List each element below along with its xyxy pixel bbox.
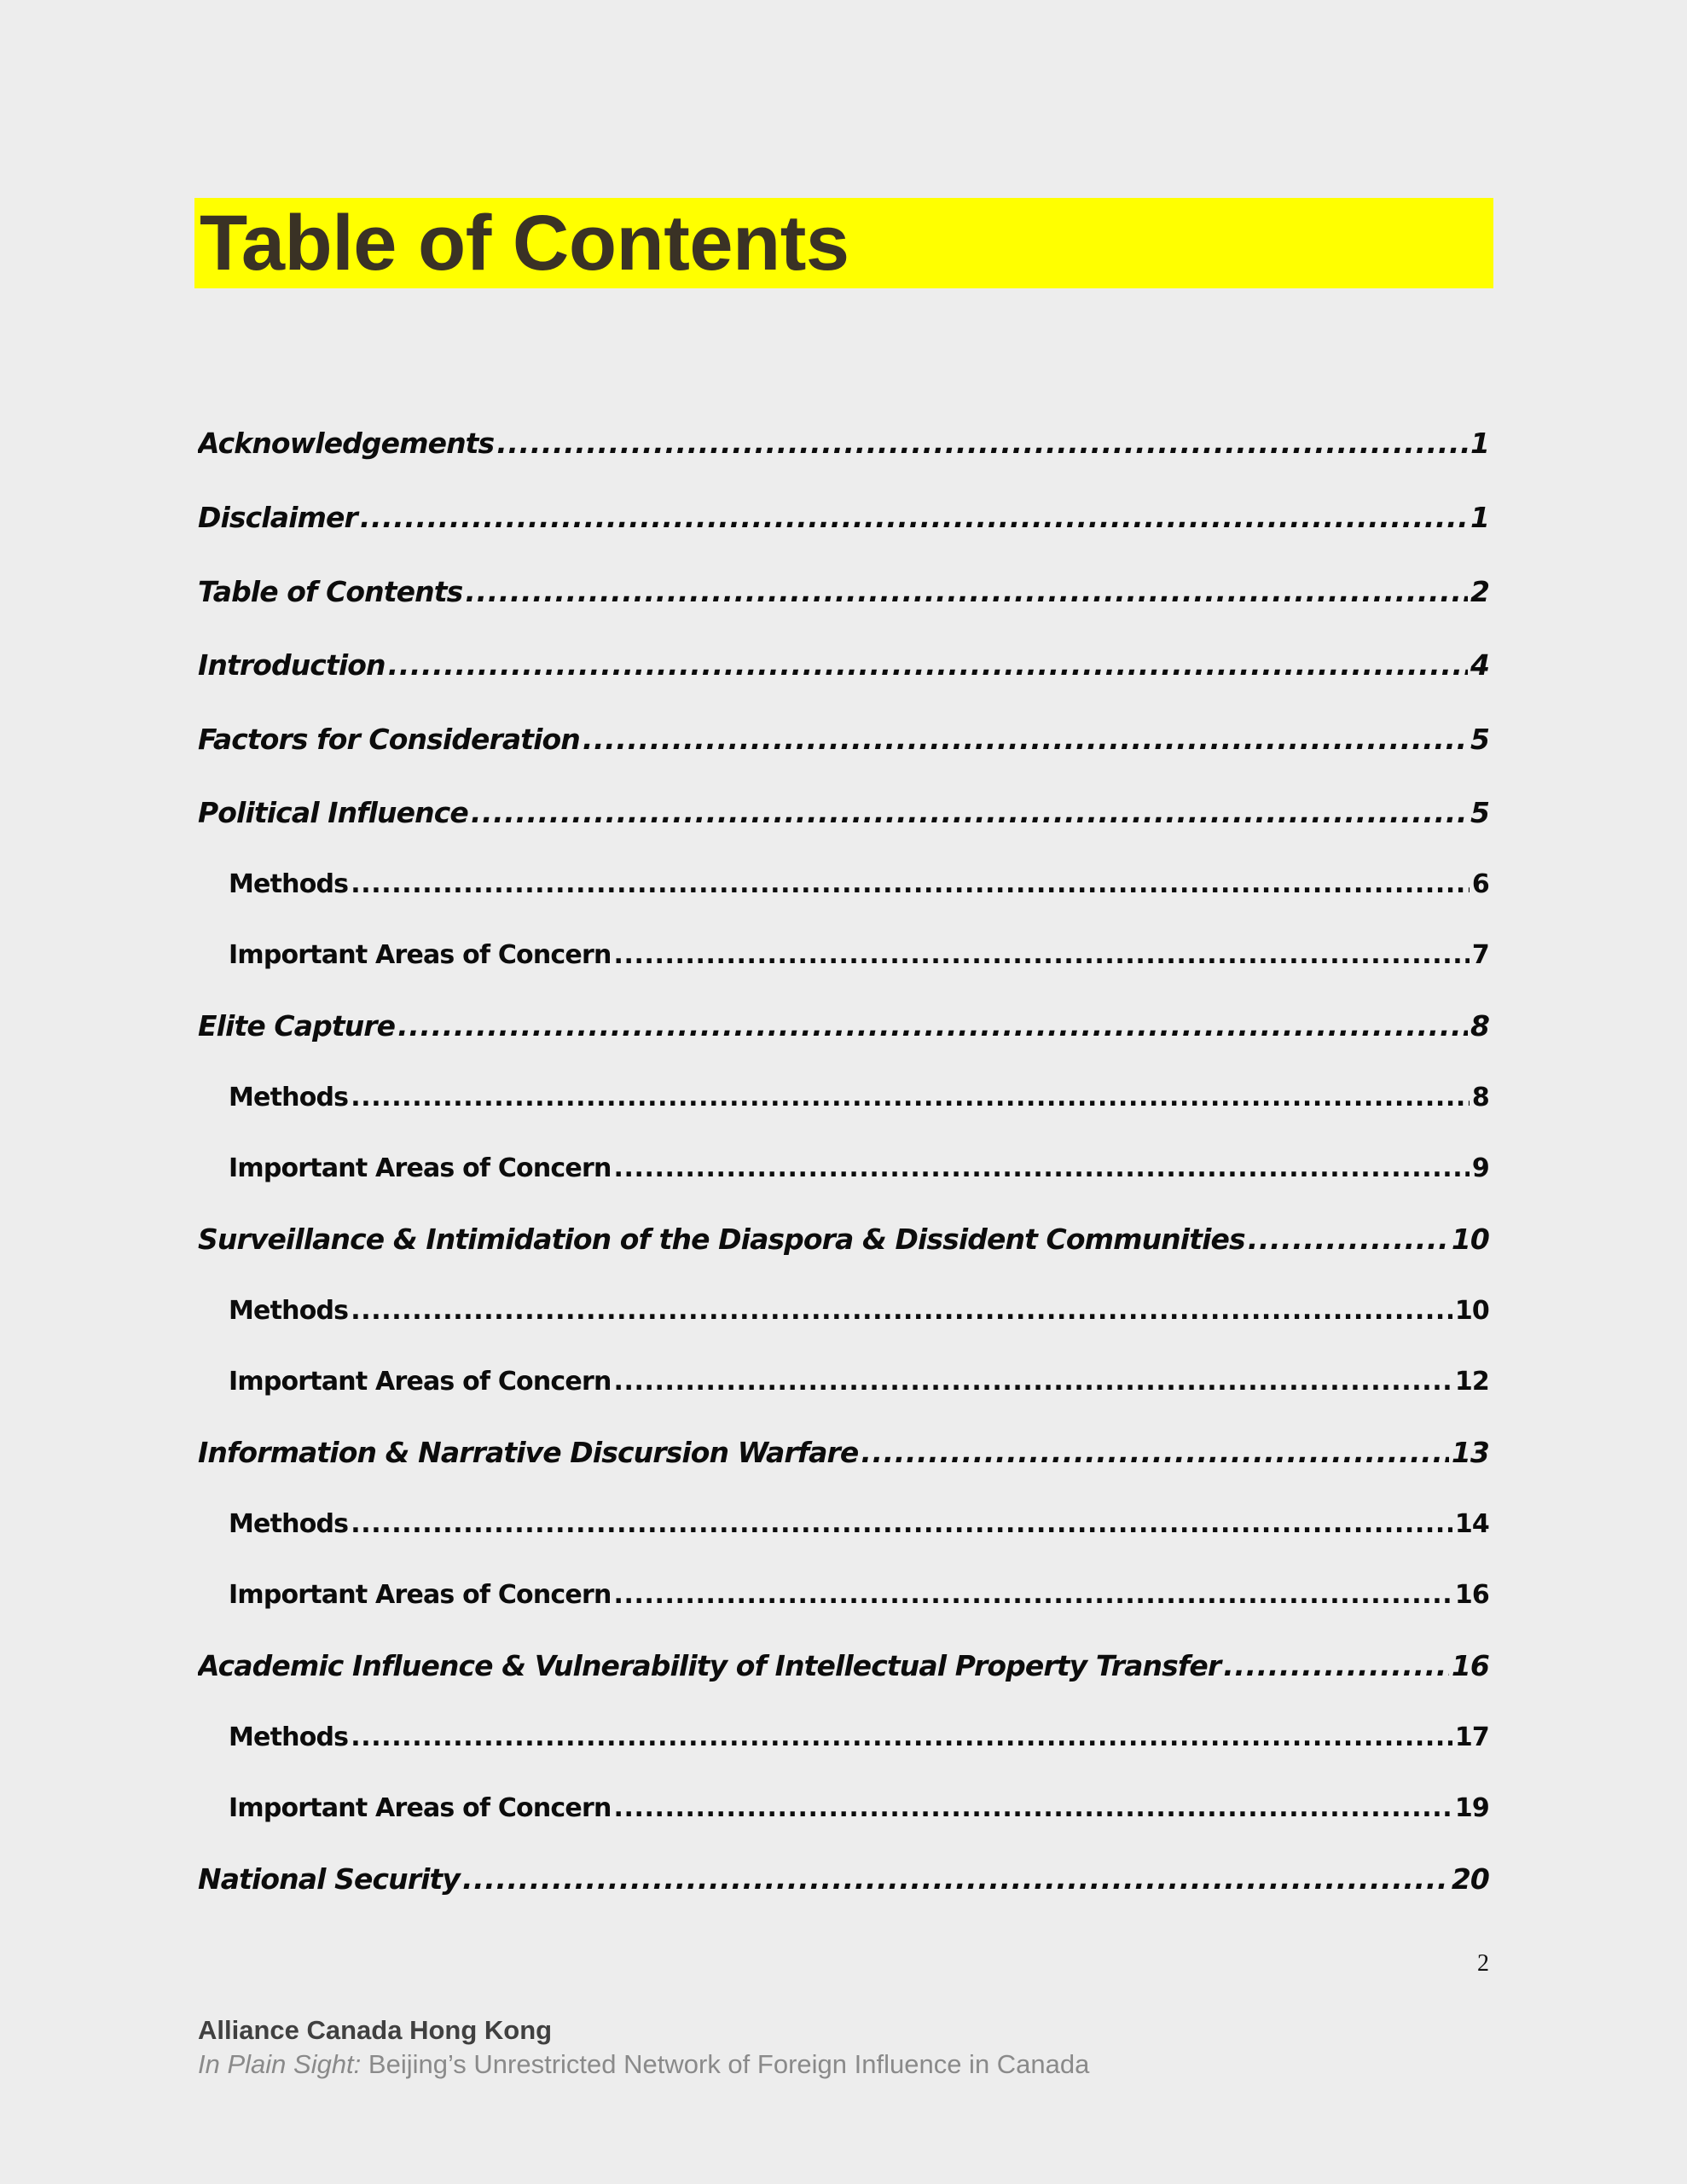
toc-entry-page: 12 — [1454, 1367, 1489, 1397]
toc-entry-political-influence[interactable] — [198, 793, 1489, 834]
toc-dot-leader — [360, 497, 1468, 538]
toc-entry-page: 13 — [1451, 1436, 1489, 1469]
toc-entry-academic-methods[interactable] — [198, 1717, 1489, 1758]
toc-dot-leader — [397, 1006, 1468, 1047]
toc-entry-information-warfare[interactable] — [198, 1432, 1489, 1473]
toc-entry-academic-influence[interactable] — [198, 1646, 1489, 1687]
toc-dot-leader — [471, 793, 1468, 834]
toc-entry-title: Table of Contents — [198, 575, 463, 608]
toc-entry-title: Methods — [229, 1509, 349, 1539]
toc-entry-title: Surveillance & Intimidation of the Diaspora & Dissident Communities — [198, 1223, 1245, 1256]
toc-entry-surveillance-methods[interactable] — [198, 1291, 1489, 1332]
toc-entry-title: Acknowledgements — [198, 427, 495, 460]
toc-entry-elite-capture[interactable] — [198, 1006, 1489, 1047]
toc-dot-leader — [351, 1077, 1470, 1118]
toc-entry-acknowledgements[interactable] — [198, 423, 1489, 464]
toc-entry-page: 1 — [1470, 427, 1489, 460]
toc-entry-title: Elite Capture — [198, 1009, 396, 1043]
toc-entry-page: 17 — [1454, 1722, 1489, 1752]
toc-dot-leader — [583, 719, 1468, 760]
toc-entry-academic-areas-of-concern[interactable] — [198, 1788, 1489, 1829]
toc-entry-page: 8 — [1470, 1009, 1489, 1043]
toc-entry-title: Important Areas of Concern — [229, 1793, 612, 1823]
toc-dot-leader — [1223, 1646, 1449, 1687]
page-number: 2 — [1477, 1950, 1489, 1977]
toc-entry-page: 10 — [1454, 1296, 1489, 1326]
toc-entry-page: 19 — [1454, 1793, 1489, 1823]
toc-entry-page: 14 — [1454, 1509, 1489, 1539]
toc-dot-leader — [1248, 1219, 1449, 1260]
toc-entry-title: Important Areas of Concern — [229, 940, 612, 970]
toc-entry-factors-for-consideration[interactable] — [198, 719, 1489, 760]
toc-dot-leader — [465, 572, 1468, 613]
page-title-banner — [194, 198, 1493, 288]
toc-entry-page: 2 — [1470, 575, 1489, 608]
toc-entry-title: National Security — [198, 1862, 460, 1896]
toc-entry-title: Methods — [229, 1083, 349, 1112]
toc-entry-title: Methods — [229, 1722, 349, 1752]
toc-dot-leader — [496, 423, 1468, 464]
toc-entry-page: 4 — [1470, 648, 1489, 682]
toc-entry-political-methods[interactable] — [198, 864, 1489, 905]
toc-entry-page: 16 — [1451, 1649, 1489, 1682]
toc-entry-elite-methods[interactable] — [198, 1077, 1489, 1118]
toc-entry-title: Factors for Consideration — [198, 723, 580, 756]
page-title: Table of Contents — [200, 200, 849, 287]
toc-entry-title: Methods — [229, 869, 349, 899]
toc-entry-page: 1 — [1470, 501, 1489, 534]
toc-entry-page: 5 — [1470, 723, 1489, 756]
toc-entry-page: 5 — [1470, 796, 1489, 829]
toc-dot-leader — [614, 1148, 1470, 1189]
toc-entry-page: 9 — [1471, 1153, 1489, 1183]
toc-entry-title: Disclaimer — [198, 501, 357, 534]
toc-dot-leader — [351, 1504, 1452, 1545]
toc-entry-title: Important Areas of Concern — [229, 1580, 612, 1610]
toc-dot-leader — [351, 864, 1470, 905]
footer-publication-italic: In Plain Sight: — [198, 2049, 362, 2079]
toc-dot-leader — [462, 1859, 1449, 1900]
toc-entry-elite-areas-of-concern[interactable] — [198, 1148, 1489, 1189]
toc-entry-information-methods[interactable] — [198, 1504, 1489, 1545]
toc-dot-leader — [388, 645, 1468, 686]
toc-dot-leader — [614, 935, 1470, 976]
toc-entry-page: 6 — [1471, 869, 1489, 899]
toc-entry-national-security[interactable] — [198, 1859, 1489, 1900]
toc-entry-disclaimer[interactable] — [198, 497, 1489, 538]
toc-entry-title: Academic Influence & Vulnerability of Intellectual Property Transfer — [198, 1649, 1221, 1682]
toc-entry-surveillance[interactable] — [198, 1219, 1489, 1260]
footer-publication-rest: Beijing’s Unrestricted Network of Foreign Influence in Canada — [361, 2049, 1090, 2079]
footer-organization: Alliance Canada Hong Kong — [198, 2015, 553, 2045]
toc-entry-information-areas-of-concern[interactable] — [198, 1575, 1489, 1616]
toc-entry-title: Important Areas of Concern — [229, 1153, 612, 1183]
toc-entry-surveillance-areas-of-concern[interactable] — [198, 1362, 1489, 1403]
toc-dot-leader — [351, 1291, 1452, 1332]
toc-entry-title: Methods — [229, 1296, 349, 1326]
toc-entry-political-areas-of-concern[interactable] — [198, 935, 1489, 976]
toc-dot-leader — [614, 1575, 1452, 1616]
toc-entry-page: 7 — [1471, 940, 1489, 970]
toc-entry-page: 8 — [1471, 1083, 1489, 1112]
toc-dot-leader — [861, 1432, 1449, 1473]
toc-entry-title: Political Influence — [198, 796, 468, 829]
toc-entry-table-of-contents[interactable] — [198, 572, 1489, 613]
toc-entry-page: 10 — [1451, 1223, 1489, 1256]
toc-dot-leader — [351, 1717, 1452, 1758]
toc-dot-leader — [614, 1788, 1452, 1829]
toc-entry-title: Introduction — [198, 648, 386, 682]
toc-entry-page: 16 — [1454, 1580, 1489, 1610]
toc-entry-title: Important Areas of Concern — [229, 1367, 612, 1397]
footer-publication-title — [198, 2049, 1089, 2080]
toc-entry-title: Information & Narrative Discursion Warfare — [198, 1436, 859, 1469]
toc-dot-leader — [614, 1362, 1452, 1403]
toc-entry-introduction[interactable] — [198, 645, 1489, 686]
toc-entry-page: 20 — [1451, 1862, 1489, 1896]
